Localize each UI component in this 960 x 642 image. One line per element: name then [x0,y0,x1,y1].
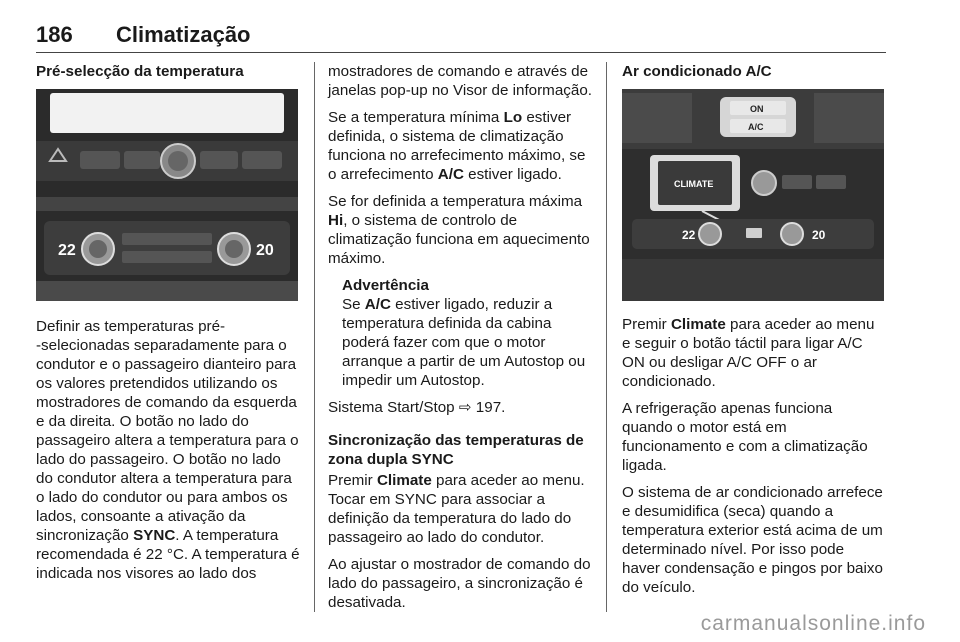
page-number: 186 [36,22,73,47]
right-temp-display-2: 20 [812,228,826,242]
column-2 [328,62,592,620]
paragraph-hi: Se for definida a temperatura máxima Hi, o sistema de controlo de climatização funciona em aquecimento máximo. [328,193,590,267]
paragraph-ac-menu: Premir Climate para aceder ao menu e seguir o botão táctil para ligar A/C ON ou desligar A/C OFF o ar condicionado. [622,316,875,390]
paragraph-sync-off: Ao ajustar o mostrador de comando do lado do passageiro, a sincronização é desativada. [328,556,591,611]
reference-page[interactable]: 197. [471,399,506,416]
lo-term: Lo [503,109,523,126]
section-heading-ac: Ar condicionado A/C [622,63,772,80]
watermark: carmanualsonline.info [700,612,926,635]
paragraph-lo: Se a temperatura mínima Lo estiver definida, o sistema de climatização funciona no arrefecimento máximo, se o arrefecimento A/C estiver ligado. [328,109,586,183]
paragraph-display-continued: mostradores de comando e através de janelas pop-up no Visor de informação. [328,63,592,99]
column-divider-1 [314,62,315,612]
ac-controls-photo [622,89,884,301]
header-rule [36,52,886,53]
column-1 [36,62,300,591]
chapter-title: Climatização [116,22,251,47]
ac-term: A/C [437,166,464,183]
warning-ac-term: A/C [364,296,391,313]
climate-term-2: Climate [670,316,726,333]
paragraph-condensation: O sistema de ar condicionado arrefece e desumidifica (seca) quando a temperatura exterior está acima de um determinado nível. Por isso pode haver condensação e pingos por baixo do veículo. [622,484,883,596]
hi-term: Hi [328,212,344,229]
climate-controls-photo [36,89,298,301]
climate-controls-illustration [36,89,298,301]
sync-term: SYNC [133,527,176,544]
left-temp-display-2: 22 [682,228,696,242]
right-temp-display: 20 [256,242,274,259]
arrow-icon: ⇨ [458,399,472,416]
left-temp-display: 22 [58,242,76,259]
ac-button-label: A/C [748,122,764,132]
on-button-label: ON [750,104,764,114]
section-heading-preselect: Pré-selecção da temperatura [36,63,244,80]
paragraph-refrigeration: A refrigeração apenas funciona quando o motor está em funcionamento e com a climatização ligada. [622,400,868,474]
column-divider-2 [606,62,607,612]
preselect-paragraph: Definir as temperaturas pré- -selecionadas separadamente para o condutor e o passageiro dianteiro para os valores pretendidos utilizando os mostradores de comando da esquerda e da direita. O botão no lado do passageiro altera a temperatura para o lado do passageiro. O botão no lado do condutor altera a temperatura para o lado do condutor ou para ambos os lados, consoante a ativação da sincronização SYNC. A temperatura recomendada é 22 °C. A temperatura é indicada nos visores ao lado dos [36,318,300,582]
warning-box [342,276,592,390]
paragraph-sync: Premir Climate para aceder ao menu. Tocar em SYNC para associar a definição da temperatura do lado do passageiro ao lado do condutor. [328,472,585,546]
ac-controls-illustration [622,89,884,301]
column-3 [622,62,886,605]
warning-text: Se A/C estiver ligado, reduzir a temperatura definida da cabina poderá fazer com que o motor arranque a partir de um Autostop ou impedir um Autostop. [342,296,586,389]
climate-term: Climate [376,472,432,489]
cross-reference: Sistema Start/Stop ⇨ 197. [328,399,506,416]
climate-screen-label: CLIMATE [674,179,714,189]
section-heading-sync: Sincronização das temperaturas de zona dupla SYNC [328,432,584,468]
warning-title: Advertência [342,277,429,294]
page-header [36,22,886,52]
